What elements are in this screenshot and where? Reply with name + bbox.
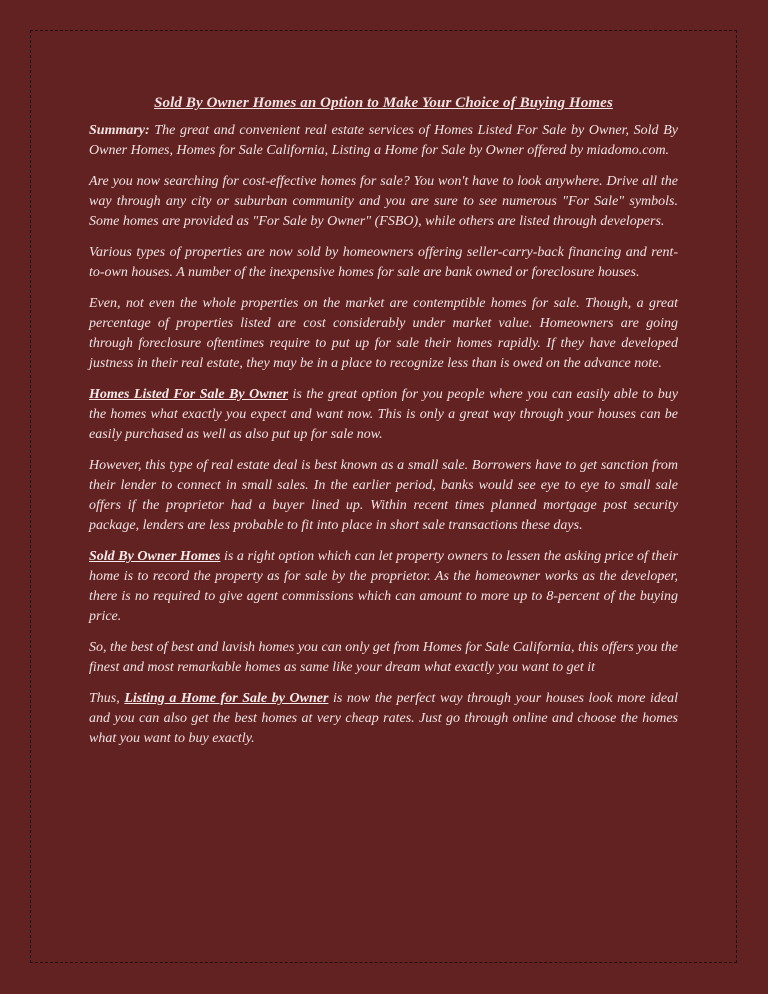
paragraph-1: Are you now searching for cost-effective homes for sale? You won't have to look anywhere. Drive all the way through any city or suburban community and you are sure to see numerous "For Sale" symbols. Some homes are provided as "For Sale by Owner" (FSBO), while others are listed through developers.	[89, 174, 678, 229]
homes-listed-for-sale-by-owner-link[interactable]: Homes Listed For Sale By Owner	[89, 387, 289, 402]
paragraph-8-prefix: Thus,	[89, 691, 125, 706]
paragraph-7: So, the best of best and lavish homes you can only get from Homes for Sale California, this offers you the finest and most remarkable homes as same like your dream what exactly you want to get it	[89, 640, 678, 675]
summary-paragraph	[89, 121, 678, 161]
paragraph-2: Various types of properties are now sold by homeowners offering seller-carry-back financing and rent-to-own houses. A number of the inexpensive homes for sale are bank owned or foreclosure houses.	[89, 245, 678, 280]
paragraph-4	[89, 385, 678, 445]
sold-by-owner-homes-link[interactable]: Sold By Owner Homes	[89, 549, 221, 564]
paragraph-5: However, this type of real estate deal is best known as a small sale. Borrowers have to get sanction from their lender to connect in small sales. In the earlier period, banks would see eye to eye to small sale offers if the proprietor had a buyer lined up. Within recent times planned mortgage post security package, lenders are less probable to fit into place in short sale transactions these days.	[89, 458, 678, 533]
paragraph-6-text: is a right option which can let property owners to lessen the asking price of their home is to record the property as for sale by the proprietor. As the homeowner works as the developer, there is no required to give agent commissions which can amount to more up to 8-percent of the buying price.	[89, 549, 678, 624]
page-title: Sold By Owner Homes an Option to Make Your Choice of Buying Homes	[154, 95, 613, 111]
listing-a-home-for-sale-by-owner-link[interactable]: Listing a Home for Sale by Owner	[124, 691, 329, 706]
paragraph-3: Even, not even the whole properties on the market are contemptible homes for sale. Though, a great percentage of properties listed are cost considerably under market value. Homeowners are going through foreclosure oftentimes require to put up for sale their homes rapidly. If they have developed justness in their real estate, they may be in a place to recognize less than is owed on the advance note.	[89, 296, 678, 371]
document-body	[89, 93, 678, 760]
summary-label: Summary:	[89, 123, 150, 138]
paragraph-8-text: is now the perfect way through your houses look more ideal and you can also get the best homes at very cheap rates. Just go through online and choose the homes what you want to buy exactly.	[89, 691, 679, 746]
paragraph-8	[89, 689, 678, 749]
paragraph-4-text: is the great option for you people where you can easily able to buy the homes what exactly you expect and want now. This is only a great way through your houses can be easily purchased as well as also put up for sale now.	[89, 387, 678, 442]
summary-text: The great and convenient real estate services of Homes Listed For Sale by Owner, Sold By Owner Homes, Homes for Sale California, Listing a Home for Sale by Owner offered by miadomo.com.	[89, 123, 678, 158]
paragraph-6	[89, 547, 678, 627]
